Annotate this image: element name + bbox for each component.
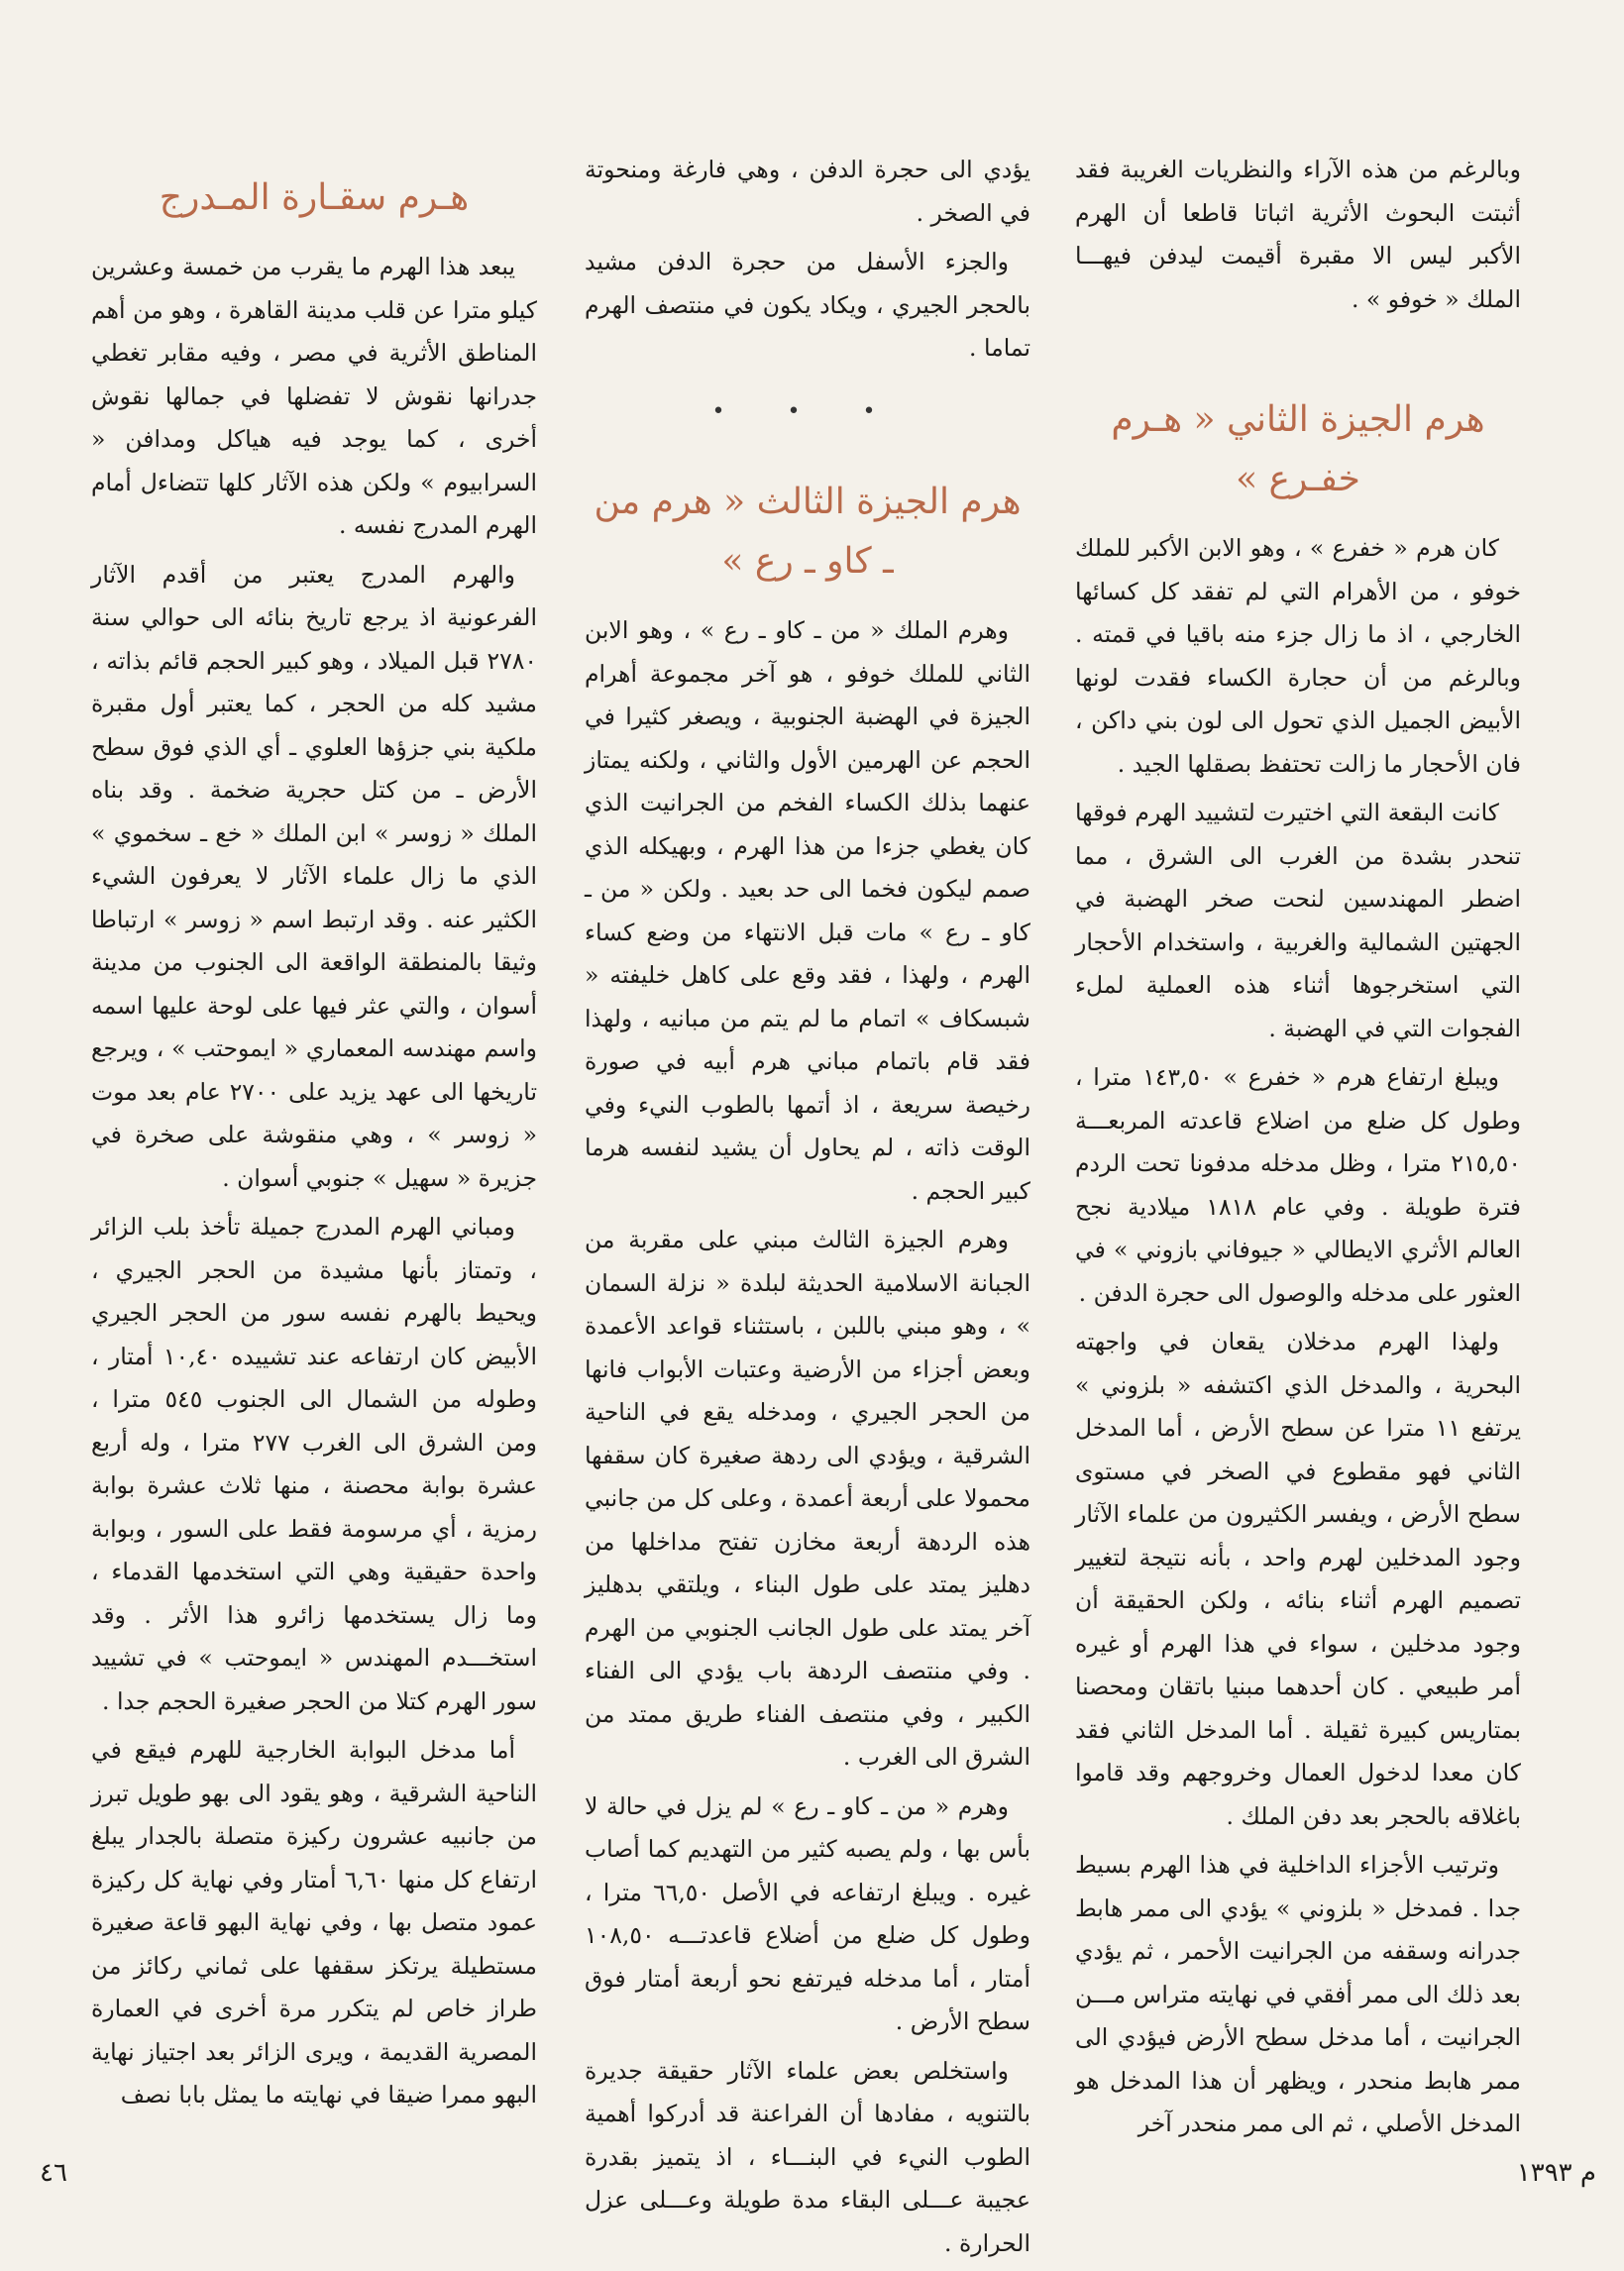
column-middle: [585, 149, 1030, 2271]
paragraph: والجزء الأسفل من حجرة الدفن مشيد بالحجر الجيري ، ويكاد يكون في منتصف الهرم تماما .: [585, 248, 1030, 362]
paragraph: كان هرم « خفرع » ، وهو الابن الأكبر للملك خوفو ، من الأهرام التي لم تفقد كل كسائها الخارجي ، اذ ما زال جزء منه باقيا في قمته . وبالرغم من أن حجارة الكساء فقدت لونها الأبيض الجميل الذي تحول الى لون بني داكن ، فان الأحجار ما زالت تحتفظ بصقلها الجيد .: [1075, 534, 1521, 778]
paragraph: كانت البقعة التي اختيرت لتشييد الهرم فوقها تنحدر بشدة من الغرب الى الشرق ، مما اضطر المهندسين لنحت صخر الهضبة في الجهتين الشمالية والغربية ، واستخدام الأحجار التي استخرجوها أثناء هذه العملية لملء الفجوات التي في الهضبة .: [1075, 799, 1521, 1042]
paragraph: يؤدي الى حجرة الدفن ، وهي فارغة ومنحوتة في الصخر .: [585, 156, 1030, 227]
section-title-khafre: هرم الجيزة الثاني « هـرم خفـرع »: [1111, 399, 1485, 499]
intro-paragraph: وبالرغم من هذه الآراء والنظريات الغريبة فقد أثبتت البحوث الأثرية اثباتا قاطعا أن الهرم الأكبر ليس الا مقبرة أقيمت ليدفن فيهـــا الملك « خوفو » .: [1075, 156, 1521, 313]
column-right: [1075, 149, 1521, 2152]
paragraph: واستخلص بعض علماء الآثار حقيقة جديرة بالتنويه ، مفادها أن الفراعنة قد أدركوا أهمية الطوب النيء في البنـــاء ، اذ يتميز بقدرة عجيبة عـــلى البقاء مدة طويلة وعـــلى عزل الحرارة .: [585, 2056, 1030, 2257]
column-left: [91, 149, 537, 2123]
issue-date: م ١٣٩٣: [1516, 2158, 1596, 2188]
paragraph: ولهذا الهرم مدخلان يقعان في واجهته البحرية ، والمدخل الذي اكتشفه « بلزوني » يرتفع ١١ مترا عن سطح الأرض ، أما المدخل الثاني فهو مقطوع في الصخر في مستوى سطح الأرض ، ويفسر الكثيرون من علماء الآثار وجود المدخلين لهرم واحد ، بأنه نتيجة لتغيير تصميم الهرم أثناء بنائه ، ولكن الحقيقة أن وجود مدخلين ، سواء في هذا الهرم أو غيره أمر طبيعي . كان أحدهما مبنيا باتقان ومحصنا بمتاريس كبيرة ثقيلة . أما المدخل الثاني فقد كان معدا لدخول العمال وخروجهم وقد قاموا باغلاقه بالحجر بعد دفن الملك .: [1075, 1328, 1522, 1830]
paragraph: يبعد هذا الهرم ما يقرب من خمسة وعشرين كيلو مترا عن قلب مدينة القاهرة ، وهو من أهم المناطق الأثرية في مصر ، وفيه مقابر تغطي جدرانها نقوش لا تفضلها في جمالها نقوش أخرى ، كما يوجد فيه هياكل ومدافن « السرابيوم » ولكن هذه الآثار كلها تتضاءل أمام الهرم المدرج نفسه .: [91, 253, 537, 539]
paragraph: وترتيب الأجزاء الداخلية في هذا الهرم بسيط جدا . فمدخل « بلزوني » يؤدي الى ممر هابط جدرانه وسقفه من الجرانيت الأحمر ، ثم يؤدي بعد ذلك الى ممر أفقي في نهايته متراس مـــن الجرانيت ، أما مدخل سطح الأرض فيؤدي الى ممر هابط منحدر ، ويظهر أن هذا المدخل هو المدخل الأصلي ، ثم الى ممر منحدر آخر: [1075, 1851, 1521, 2137]
paragraph: والهرم المدرج يعتبر من أقدم الآثار الفرعونية اذ يرجع تاريخ بنائه الى حوالي سنة ٢٧٨٠ قبل الميلاد ، وهو كبير الحجم قائم بذاته ، مشيد كله من الحجر ، كما يعتبر أول مقبرة ملكية بني جزؤها العلوي ـ أي الذي فوق سطح الأرض ـ من كتل حجرية ضخمة . وقد بناه الملك « زوسر » ابن الملك « خع ـ سخموي » الذي ما زال علماء الآثار لا يعرفون الشيء الكثير عنه . وقد ارتبط اسم « زوسر » ارتباطا وثيقا بالمنطقة الواقعة الى الجنوب من مدينة أسوان ، والتي عثر فيها على لوحة عليها اسمه واسم مهندسه المعماري « ايموحتب » ، ويرجع تاريخها الى عهد يزيد على ٢٧٠٠ عام بعد موت « زوسر » ، وهي منقوشة على صخرة في جزيرة « سهيل » جنوبي أسوان .: [91, 560, 537, 1192]
section-separator: • • •: [711, 398, 904, 424]
page-number: ٤٦: [40, 2158, 67, 2188]
paragraph: ويبلغ ارتفاع هرم « خفرع » ١٤٣,٥٠ مترا ، وطول كل ضلع من اضلاع قاعدته المربعـــة ٢١٥,٥٠ مترا ، وظل مدخله مدفونا تحت الردم فترة طويلة . وفي عام ١٨١٨ ميلادية نجح العالم الأثري الايطالي « جيوفاني بازوني » في العثور على مدخله والوصول الى حجرة الدفن .: [1075, 1063, 1522, 1307]
paragraph: أما مدخل البوابة الخارجية للهرم فيقع في الناحية الشرقية ، وهو يقود الى بهو طويل تبرز من جانبيه عشرون ركيزة متصلة بالجدار يبلغ ارتفاع كل منها ٦,٦٠ أمتار وفي نهاية كل ركيزة عمود متصل بها ، وفي نهاية البهو قاعة صغيرة مستطيلة يرتكز سقفها على ثماني ركائز من طراز خاص لم يتكرر مرة أخرى في العمارة المصرية القديمة ، ويرى الزائر بعد اجتياز نهاية البهو ممرا ضيقا في نهايته ما يمثل بابا نصف: [91, 1736, 537, 2109]
section-title-saqqara: هـرم سقـارة المـدرج: [159, 177, 470, 218]
paragraph: وهرم « من ـ كاو ـ رع » لم يزل في حالة لا بأس بها ، ولم يصبه كثير من التهديم كما أصاب غيره . ويبلغ ارتفاعه في الأصل ٦٦,٥٠ مترا ، وطول كل ضلع من أضلاع قاعدتـــه ١٠٨,٥٠ أمتار ، أما مدخله فيرتفع نحو أربعة أمتار فوق سطح الأرض .: [585, 1791, 1030, 2035]
section-title-menkaure: هرم الجيزة الثالث « هرم من ـ كاو ـ رع »: [594, 482, 1022, 582]
paragraph: وهرم الملك « من ـ كاو ـ رع » ، وهو الابن الثاني للملك خوفو ، هو آخر مجموعة أهرام الجيزة في الهضبة الجنوبية ، ويصغر كثيرا في الحجم عن الهرمين الأول والثاني ، ولكنه يمتاز عنهما بذلك الكساء الفخم من الجرانيت الذي كان يغطي جزءا من هذا الهرم ، وبهيكله الذي صمم ليكون فخما الى حد بعيد . ولكن « من ـ كاو ـ رع » مات قبل الانتهاء من وضع كساء الهرم ، ولهذا ، فقد وقع على كاهل خليفته « شبسكاف » اتمام ما لم يتم من مبانيه ، ولهذا فقد قام باتمام مباني هرم أبيه في صورة رخيصة سريعة ، اذ أتمها بالطوب النيء وفي الوقت ذاته ، لم يحاول أن يشيد لنفسه هرما كبير الحجم .: [585, 616, 1030, 1205]
paragraph: ومباني الهرم المدرج جميلة تأخذ بلب الزائر ، وتمتاز بأنها مشيدة من الحجر الجيري ، ويحيط بالهرم نفسه سور من الحجر الجيري الأبيض كان ارتفاعه عند تشييده ١٠,٤٠ أمتار ، وطوله من الشمال الى الجنوب ٥٤٥ مترا ، ومن الشرق الى الغرب ٢٧٧ مترا ، وله أربع عشرة بوابة محصنة ، منها ثلاث عشرة بوابة رمزية ، أي مرسومة فقط على السور ، وبوابة واحدة حقيقية وهي التي استخدمها القدماء ، وما زال يستخدمها زائرو هذا الأثر . وقد استخـــدم المهندس « ايموحتب » في تشييد سور الهرم كتلا من الحجر صغيرة الحجم جدا .: [91, 1213, 537, 1715]
paragraph: وهرم الجيزة الثالث مبني على مقربة من الجبانة الاسلامية الحديثة لبلدة « نزلة السمان » ، وهو مبني باللبن ، باستثناء قواعد الأعمدة وبعض أجزاء من الأرضية وعتبات الأبواب فانها من الحجر الجيري ، ومدخله يقع في الناحية الشرقية ، ويؤدي الى ردهة صغيرة كان سقفها محمولا على أربعة أعمدة ، وعلى كل من جانبي هذه الردهة أربعة مخازن تفتح مداخلها من دهليز يمتد على طول البناء ، ويلتقي بدهليز آخر يمتد على طول الجانب الجنوبي من الهرم . وفي منتصف الردهة باب يؤدي الى الفناء الكبير ، وفي منتصف الفناء طريق ممتد من الشرق الى الغرب .: [585, 1226, 1030, 1771]
